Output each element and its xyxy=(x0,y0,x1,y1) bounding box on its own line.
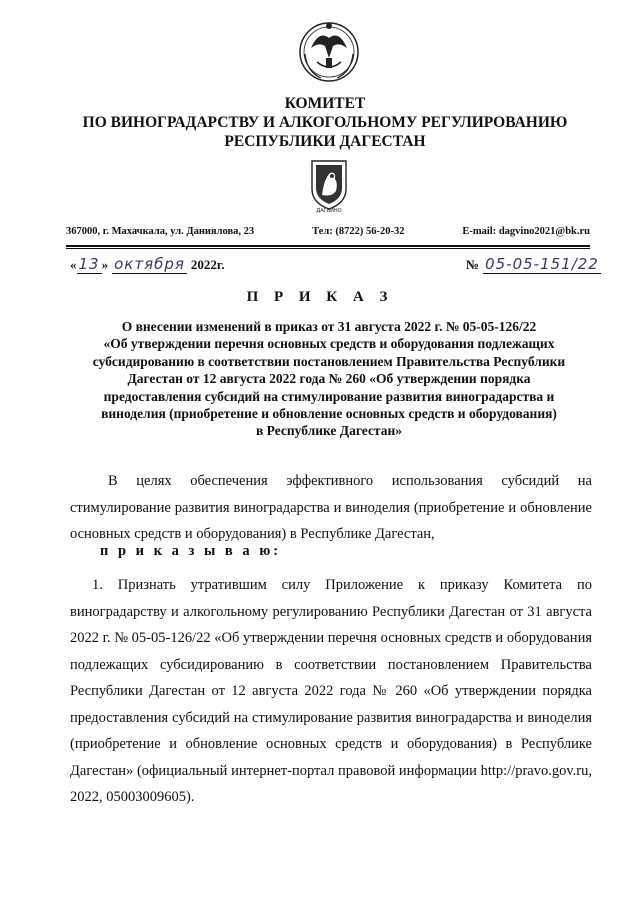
document-subject xyxy=(70,318,588,440)
intro-paragraph: В целях обеспечения эффективного использования субсидий на стимулирование развития виноградарства и виноделия (приобретение и обновление основных средств и оборудования) в Республике Дагестан, xyxy=(70,473,592,542)
phone-text: Тел: (8722) 56-20-32 xyxy=(312,226,405,237)
emblem-caption: ДАГВИНО xyxy=(316,208,342,213)
order-verb: п р и к а з ы в а ю: xyxy=(100,543,282,559)
org-title-line: РЕСПУБЛИКИ ДАГЕСТАН xyxy=(224,133,426,150)
subject-line: субсидированию в соответствии постановлением Правительства Республики xyxy=(92,353,566,369)
org-title-line: КОМИТЕТ xyxy=(284,95,366,112)
date-day: 13 xyxy=(78,255,100,273)
dagvino-emblem-icon xyxy=(308,157,350,213)
address-text: 367000, г. Махачкала, ул. Даниялова, 23 xyxy=(66,226,255,237)
document-number xyxy=(466,255,601,274)
subject-line: в Республике Дагестан» xyxy=(255,423,403,439)
subject-line: предоставления субсидий на стимулирование развития виноградарства и xyxy=(103,388,555,404)
date-quote-open: « xyxy=(70,257,77,272)
order-item-1: 1. Признать утратившим силу Приложение к приказу Комитета по виноградарству и алкогольному регулированию Республики Дагестан от 31 августа 2022 г. № 05-05-126/22 «Об утверждении перечня основных средств и оборудования подлежащих субсидированию в соответствии постановлением Правительства Республики Дагестан от 12 августа 2022 года № 260 «Об утверждении порядка предоставления субсидий на стимулирование развития виноградарства и виноделия (приобретение и обновление основных средств и оборудования) в Республике Дагестан» (официальный интернет-портал правовой информации http://pravo.gov.ru, 2022, 05003009605). xyxy=(70,577,592,805)
document-type-heading: П Р И К А З xyxy=(246,289,394,305)
organization-title xyxy=(60,94,590,151)
subject-line: Дагестан от 12 августа 2022 года № 260 «Об утверждении порядка xyxy=(127,371,531,387)
date-month: октября xyxy=(114,255,185,273)
dagestan-coat-of-arms-icon xyxy=(297,18,361,88)
number-value: 05-05-151/22 xyxy=(485,255,599,273)
subject-line: О внесении изменений в приказ от 31 августа 2022 г. № 05-05-126/22 xyxy=(121,319,537,334)
email-text: E-mail: dagvino2021@bk.ru xyxy=(462,226,590,237)
date-quote-close: » xyxy=(101,257,109,272)
header-divider xyxy=(66,245,590,247)
date-year: 2022г. xyxy=(190,257,225,272)
subject-line: виноделия (приобретение и обновление основных средств и оборудования) xyxy=(101,406,557,422)
number-label: № xyxy=(466,257,480,272)
contact-bar xyxy=(66,226,590,237)
subject-line: «Об утверждении перечня основных средств и оборудования подлежащих xyxy=(103,336,555,352)
header-divider-thin xyxy=(66,248,590,249)
org-title-line: ПО ВИНОГРАДАРСТВУ И АЛКОГОЛЬНОМУ РЕГУЛИРОВАНИЮ xyxy=(82,114,568,131)
document-date xyxy=(70,255,225,274)
